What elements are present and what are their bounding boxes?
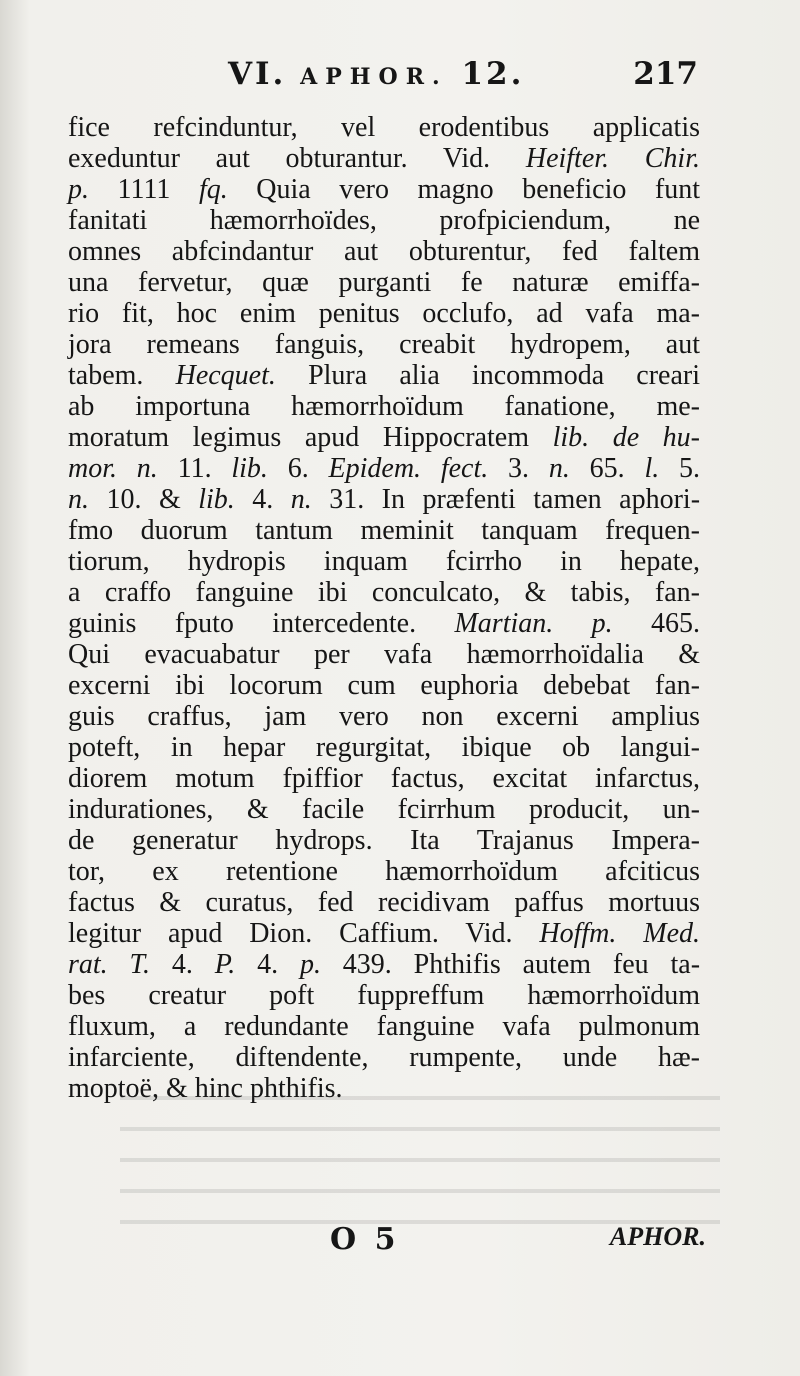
page-number: 217 — [633, 56, 698, 92]
italic-segment: n. — [290, 484, 312, 515]
text-segment: legitur apud Dion. Caffium. Vid. — [68, 918, 540, 949]
text-segment: 3. — [488, 453, 549, 484]
text-line — [68, 732, 700, 763]
text-line — [68, 794, 700, 825]
text-segment: guis craffus, jam vero non excerni amplius — [68, 701, 700, 732]
text-segment: 439. Phthifis autem feu ta- — [320, 949, 701, 980]
text-segment: ab importuna hæmorrhoïdum fanatione, me- — [68, 391, 700, 422]
italic-segment: Epidem. fect. — [328, 453, 489, 484]
text-segment: 4. — [234, 484, 291, 515]
page-header — [0, 56, 800, 100]
italic-segment: P. — [214, 949, 236, 980]
show-through-bleed — [120, 1078, 720, 1228]
body-text — [68, 112, 700, 1104]
text-line — [68, 329, 700, 360]
text-line — [68, 236, 700, 267]
text-line — [68, 763, 700, 794]
text-segment: indurationes, & facile fcirrhum producit, un- — [68, 794, 700, 825]
text-segment: moratum legimus apud Hippocratem — [68, 422, 553, 453]
text-segment: jora remeans fanguis, creabit hydropem, aut — [68, 329, 700, 360]
text-segment: fluxum, a redundante fanguine vafa pulmonum — [68, 1011, 700, 1042]
text-line — [68, 174, 700, 205]
italic-segment: l. — [644, 453, 660, 484]
text-segment: 31. In præfenti tamen aphori- — [311, 484, 701, 515]
text-line — [68, 639, 700, 670]
text-segment: tabem. — [68, 360, 176, 391]
italic-segment: Hecquet. — [175, 360, 276, 391]
text-line — [68, 608, 700, 639]
running-head — [228, 56, 524, 92]
text-segment: Qui evacuabatur per vafa hæmorrhoïdalia & — [68, 639, 700, 670]
italic-segment: Hoffm. Med. — [539, 918, 700, 949]
italic-segment: Heifter. Chir. — [525, 143, 700, 174]
text-segment: tiorum, hydropis inquam fcirrho in hepate, — [68, 546, 700, 577]
text-segment: 465. — [612, 608, 701, 639]
italic-segment: mor. n. — [68, 453, 158, 484]
text-line — [68, 205, 700, 236]
text-line — [68, 856, 700, 887]
text-line — [68, 1011, 700, 1042]
text-segment: tor, ex retentione hæmorrhoïdum afciticus — [68, 856, 700, 887]
text-line — [68, 112, 700, 143]
signature-mark: O 5 — [330, 1222, 400, 1257]
text-segment: diorem motum fpiffior factus, excitat infarctus, — [68, 763, 700, 794]
text-line — [68, 701, 700, 732]
text-line — [68, 422, 700, 453]
italic-segment: lib. de hu- — [552, 422, 700, 453]
running-head-number: 12. — [461, 56, 525, 92]
text-segment: Plura alia incommoda creari — [275, 360, 700, 391]
text-segment: 4. — [150, 949, 215, 980]
italic-segment: n. — [68, 484, 89, 515]
text-line — [68, 670, 700, 701]
text-segment: rio fit, hoc enim penitus occlufo, ad vafa ma- — [68, 298, 700, 329]
text-segment: 6. — [267, 453, 329, 484]
text-segment: 11. — [157, 453, 232, 484]
text-line — [68, 298, 700, 329]
text-line — [68, 918, 700, 949]
text-segment: una fervetur, quæ purganti fe naturæ emiffa- — [68, 267, 700, 298]
text-line — [68, 577, 700, 608]
page-footer — [0, 1222, 800, 1266]
italic-segment: fq. — [198, 174, 228, 205]
italic-segment: rat. T. — [68, 949, 151, 980]
text-line — [68, 515, 700, 546]
text-segment: a craffo fanguine ibi conculcato, & tabis, fan- — [68, 577, 700, 608]
text-segment: infarciente, diftendente, rumpente, unde hæ- — [68, 1042, 700, 1073]
text-segment: 65. — [569, 453, 645, 484]
italic-segment: n. — [548, 453, 570, 484]
text-line — [68, 980, 700, 1011]
text-segment: fice refcinduntur, vel erodentibus applicatis — [68, 112, 700, 143]
text-segment: omnes abfcindantur aut obturentur, fed faltem — [68, 236, 700, 267]
text-segment: guinis fputo intercedente. — [68, 608, 455, 639]
italic-segment: p. — [299, 949, 321, 980]
text-segment: factus & curatus, fed recidivam paffus mortuus — [68, 887, 700, 918]
text-segment: 1111 — [89, 174, 199, 205]
text-segment: de generatur hydrops. Ita Trajanus Impera- — [68, 825, 700, 856]
text-line — [68, 391, 700, 422]
text-line — [68, 546, 700, 577]
text-line — [68, 1042, 700, 1073]
text-segment: 4. — [235, 949, 300, 980]
running-head-numeral: VI. — [228, 56, 287, 92]
italic-segment: lib. — [231, 453, 268, 484]
text-segment: Quia vero magno beneficio funt — [227, 174, 700, 205]
catchword: APHOR. — [609, 1222, 706, 1251]
text-line — [68, 949, 700, 980]
text-segment: bes creatur poft fuppreffum hæmorrhoïdum — [68, 980, 700, 1011]
text-line — [68, 825, 700, 856]
italic-segment: Martian. p. — [454, 608, 613, 639]
text-line — [68, 360, 700, 391]
text-segment: moptoë, & hinc phthifis. — [68, 1073, 343, 1104]
text-line — [68, 484, 700, 515]
text-segment: exeduntur aut obturantur. Vid. — [68, 143, 526, 174]
text-line — [68, 143, 700, 174]
text-segment: 5. — [659, 453, 701, 484]
text-line — [68, 887, 700, 918]
text-line — [68, 267, 700, 298]
text-segment: fanitati hæmorrhoïdes, profpiciendum, ne — [68, 205, 700, 236]
running-head-word: APHOR. — [300, 64, 448, 90]
text-segment: 10. & — [89, 484, 199, 515]
italic-segment: p. — [68, 174, 89, 205]
text-segment: excerni ibi locorum cum euphoria debebat fan- — [68, 670, 700, 701]
text-segment: poteft, in hepar regurgitat, ibique ob langui- — [68, 732, 700, 763]
text-line — [68, 453, 700, 484]
text-segment: fmo duorum tantum meminit tanquam frequen- — [68, 515, 700, 546]
italic-segment: lib. — [198, 484, 235, 515]
